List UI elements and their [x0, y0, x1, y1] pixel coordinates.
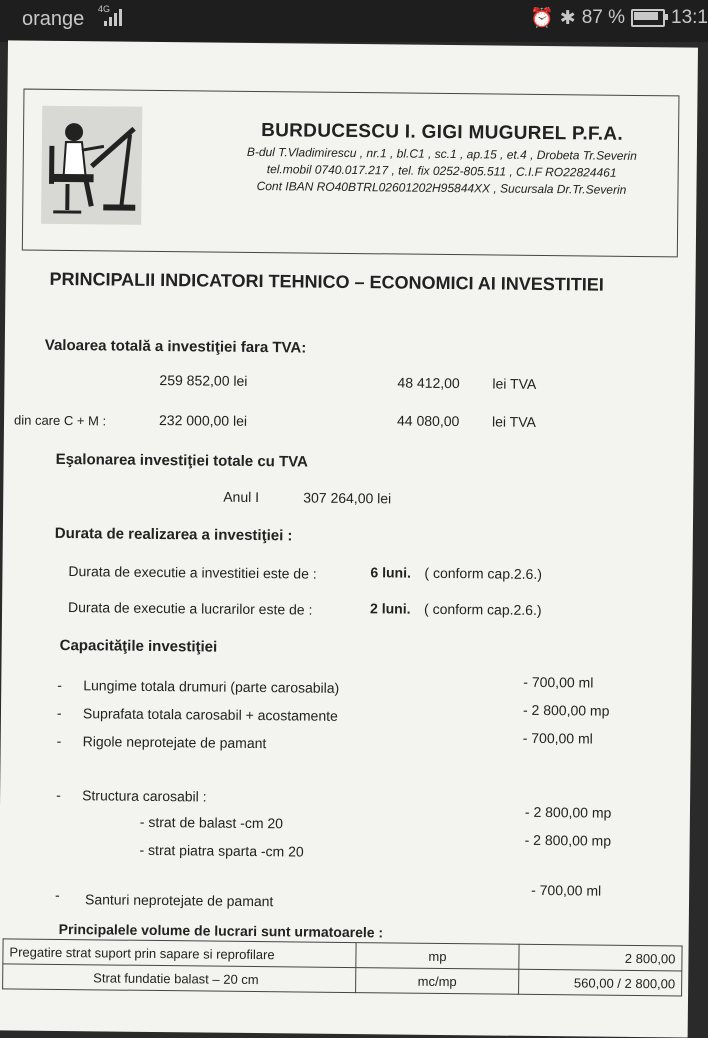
volume-row-2-desc: Strat fundatie balast – 20 cm — [3, 964, 356, 993]
volume-row-1-qty: 2 800,00 — [519, 944, 682, 971]
cm-tva-label: lei TVA — [492, 413, 536, 429]
company-address: B-dul T.Vladimirescu , nr.1 , bl.C1 , sc.1 , ap.15 , et.4 , Drobeta Tr.Severin — [222, 145, 662, 164]
structura-label: Structura carosabil : — [82, 787, 207, 804]
bullet-5: - — [55, 887, 60, 903]
capacitate-item-1-label: Lungime totala drumuri (parte carosabila) — [83, 677, 339, 696]
bullet-3: - — [57, 733, 62, 749]
volume-row-2-qty: 560,00 / 2 800,00 — [519, 969, 682, 996]
valoare-total-tva: 48 412,00 — [397, 374, 459, 391]
valoare-tva-label: lei TVA — [492, 375, 536, 391]
strat2-value: - 2 800,00 mp — [525, 832, 612, 849]
durata-line1-ref: ( conform cap.2.6.) — [424, 565, 542, 582]
durata-line2-value: 2 luni. — [370, 600, 411, 616]
company-name: BURDUCESCU I. GIGI MUGUREL P.F.A. — [222, 120, 662, 147]
capacitate-item-2-label: Suprafata totala carosabil + acostamente — [83, 705, 338, 724]
esalonare-amount: 307 264,00 lei — [303, 490, 391, 507]
durata-heading: Durata de realizarea a investiţiei : — [55, 525, 293, 544]
strat1-label: - strat de balast -cm 20 — [140, 814, 283, 831]
signal-icon — [104, 6, 122, 26]
document-page — [0, 40, 698, 1037]
santuri-label: Santuri neprotejate de pamant — [85, 891, 274, 909]
valoare-total-lei: 259 852,00 lei — [159, 372, 247, 389]
volume-table — [2, 938, 682, 996]
cm-tva: 44 080,00 — [397, 412, 459, 429]
esalonare-year: Anul I — [223, 489, 259, 505]
volume-row-2-unit: mc/mp — [356, 968, 519, 995]
cm-label: din care C + M : — [14, 412, 106, 428]
bluetooth-icon: ✱ — [560, 7, 576, 30]
durata-line2-ref: ( conform cap.2.6.) — [424, 601, 542, 618]
letterhead — [22, 89, 680, 258]
strat2-label: - strat piatra sparta -cm 20 — [139, 842, 303, 860]
durata-line2-text: Durata de executie a lucrarilor este de : — [68, 599, 313, 618]
status-bar — [0, 0, 708, 42]
capacitate-item-1-value: - 700,00 ml — [523, 674, 593, 691]
capacitati-heading: Capacităţile investiţiei — [60, 637, 218, 656]
durata-line1-text: Durata de executie a investitiei este de : — [68, 563, 316, 582]
strat1-value: - 2 800,00 mp — [525, 804, 612, 821]
company-phones: tel.mobil 0740.017.217 , tel. fix 0252-805.511 , C.I.F RO22824461 — [222, 162, 662, 181]
volume-row-1-desc: Pregatire strat suport prin sapare si reprofilare — [3, 939, 356, 968]
cm-lei: 232 000,00 lei — [159, 412, 247, 429]
clock: 13:1 — [671, 7, 708, 29]
capacitate-item-3-value: - 700,00 ml — [523, 730, 593, 747]
bullet-4: - — [56, 787, 61, 803]
bullet-2: - — [57, 705, 62, 721]
alarm-icon: ⏰ — [530, 6, 554, 30]
capacitate-item-2-value: - 2 800,00 mp — [523, 702, 610, 719]
volume-row-1-unit: mp — [356, 943, 519, 970]
capacitate-item-3-label: Rigole neprotejate de pamant — [83, 733, 267, 751]
esalonare-heading: Eşalonarea investiţiei totale cu TVA — [56, 451, 308, 471]
durata-line1-value: 6 luni. — [370, 564, 411, 580]
network-type: 4G — [98, 4, 110, 14]
volume-heading: Principalele volume de lucrari sunt urmatoarele : — [59, 921, 384, 940]
company-info — [221, 120, 662, 198]
valoare-heading: Valoarea totală a investiţiei fara TVA: — [45, 337, 307, 357]
battery-icon — [631, 9, 665, 27]
bullet-1: - — [57, 677, 62, 693]
carrier-label: orange — [22, 8, 84, 31]
santuri-value: - 700,00 ml — [531, 882, 601, 899]
company-iban: Cont IBAN RO40BTRL02601202H95844XX , Sucursala Dr.Tr.Severin — [221, 179, 661, 198]
drafter-logo — [41, 106, 142, 225]
page-title: PRINCIPALII INDICATORI TEHNICO – ECONOMICI AI INVESTITIEI — [49, 269, 604, 296]
battery-percent: 87 % — [582, 7, 625, 29]
